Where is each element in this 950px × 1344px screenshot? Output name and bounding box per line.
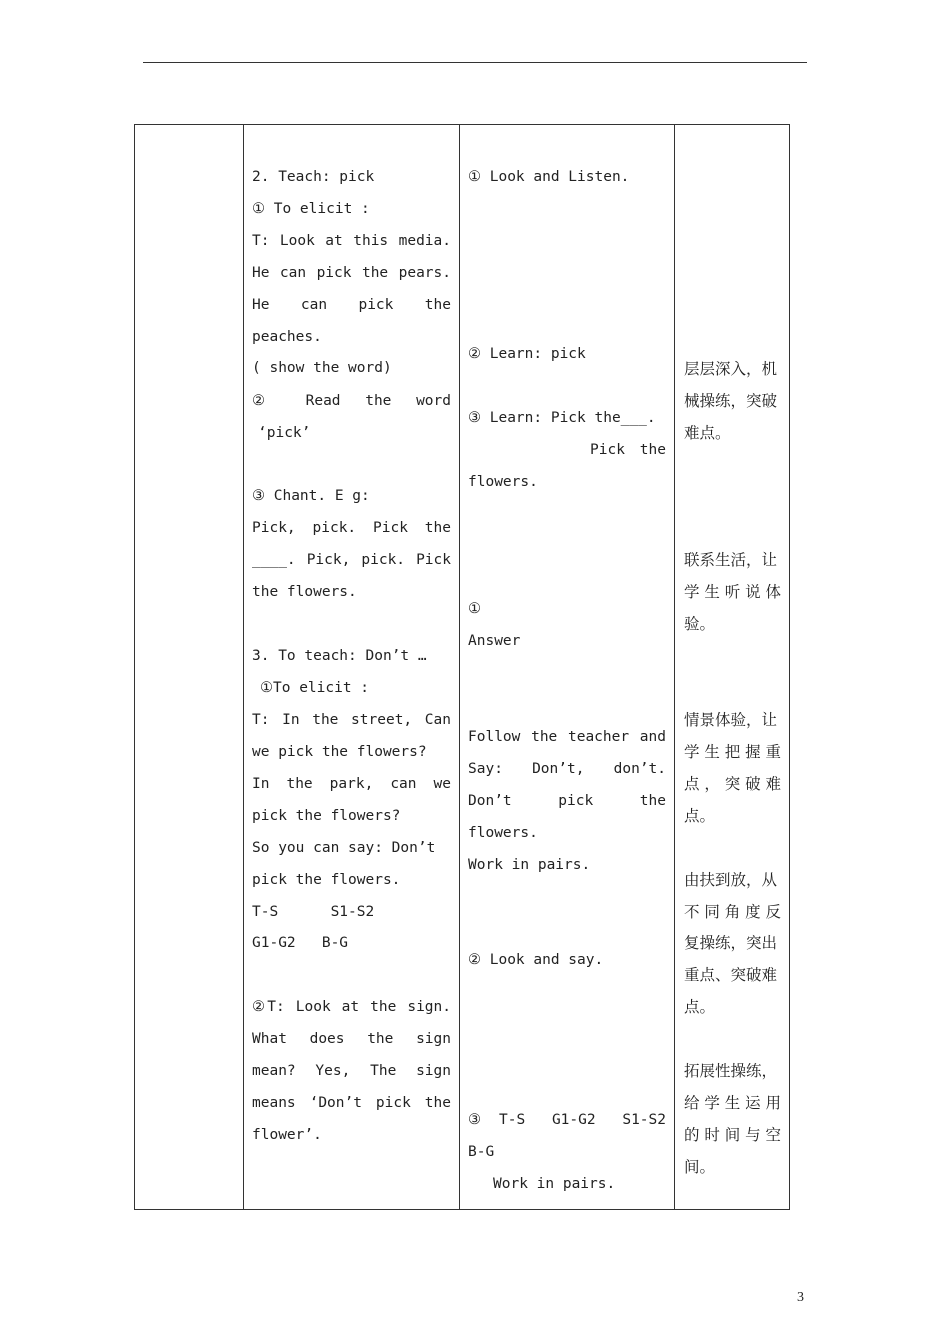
note-line: 的时间与空 [684, 1126, 781, 1144]
note-line: 不同角度反 [684, 903, 781, 921]
note-line: 给学生运用 [684, 1094, 781, 1112]
text-line: ② Look and say. [468, 952, 604, 968]
design-intent-column [675, 125, 789, 1209]
text-line: flower’. [252, 1127, 322, 1143]
text-line: Don’t pick the [468, 793, 666, 809]
stage-column [135, 125, 244, 1209]
text-line: T: In the street, Can [252, 712, 451, 728]
note-line: 学生听说体 [684, 583, 781, 601]
note-line: 复操练，突出 [684, 934, 778, 952]
text-line: So you can say: Don’t [252, 840, 436, 856]
note-line: 情景体验，让 [684, 711, 778, 729]
note-line: 验。 [684, 615, 716, 633]
text-line: peaches. [252, 329, 322, 345]
note-line: 间。 [684, 1158, 716, 1176]
text-line: means ‘Don’t pick the [252, 1095, 451, 1111]
note-line: 械操练，突破 [684, 392, 778, 410]
text-line: G1-G2 B-G [252, 935, 349, 951]
note-line: 重点、突破难 [684, 966, 778, 984]
text-line: What does the sign [252, 1031, 451, 1047]
note-line: 难点。 [684, 424, 731, 442]
text-line: T: Look at this media. [252, 233, 451, 249]
note-line: 点，突破难 [684, 775, 781, 793]
text-line: B-G [468, 1144, 495, 1160]
note-line: 拓展性操练， [684, 1062, 778, 1080]
text-line: ①To elicit : [260, 680, 370, 696]
text-line: ②T: Look at the sign. [252, 999, 451, 1015]
teach-dont-heading: 3. To teach: Don’t … [252, 648, 427, 664]
page-number: 3 [797, 1290, 804, 1305]
text-line: flowers. [468, 825, 538, 841]
text-line: ② Learn: pick [468, 346, 586, 362]
text-line: ( show the word) [252, 360, 392, 376]
text-line: He can pick the [252, 297, 451, 313]
note-line: 层层深入，机 [684, 360, 778, 378]
text-line: ② Read the word [252, 393, 451, 409]
teach-pick-heading: 2. Teach: pick [252, 169, 375, 185]
text-line: In the park, can we [252, 776, 451, 792]
text-line: Pick, pick. Pick the [252, 520, 451, 536]
text-line: the flowers. [252, 584, 357, 600]
text-line: ③ Chant. E g: [252, 488, 370, 504]
text-line: ① Look and Listen. [468, 169, 630, 185]
text-line: Pick the [590, 442, 666, 458]
text-line: ‘pick’ [258, 425, 311, 441]
text-line: ① To elicit : [252, 201, 370, 217]
lesson-table [134, 124, 790, 1210]
text-line: pick the flowers? [252, 808, 401, 824]
text-line: ① [468, 601, 481, 617]
text-line: Work in pairs. [493, 1176, 616, 1192]
text-line: we pick the flowers? [252, 744, 427, 760]
text-line: ③ Learn: Pick the___. [468, 410, 656, 426]
note-line: 点。 [684, 998, 716, 1016]
note-line: 学生把握重 [684, 743, 781, 761]
text-line: ____. Pick, pick. Pick [252, 552, 451, 568]
text-line: Follow the teacher and [468, 729, 666, 745]
note-line: 由扶到放，从 [684, 871, 778, 889]
header-rule [143, 62, 807, 63]
note-line: 联系生活，让 [684, 551, 778, 569]
teacher-activity-column [244, 125, 460, 1209]
text-line: T-S S1-S2 [252, 904, 375, 920]
text-line: flowers. [468, 474, 538, 490]
text-line: Work in pairs. [468, 857, 591, 873]
text-line: He can pick the pears. [252, 265, 451, 281]
student-activity-column [460, 125, 675, 1209]
text-line: Say: Don’t, don’t. [468, 761, 666, 777]
text-line: pick the flowers. [252, 872, 401, 888]
text-line: ③T-S G1-G2 S1-S2 [468, 1112, 666, 1128]
text-line: mean? Yes, The sign [252, 1063, 451, 1079]
note-line: 点。 [684, 807, 716, 825]
text-line: Answer [468, 633, 521, 649]
